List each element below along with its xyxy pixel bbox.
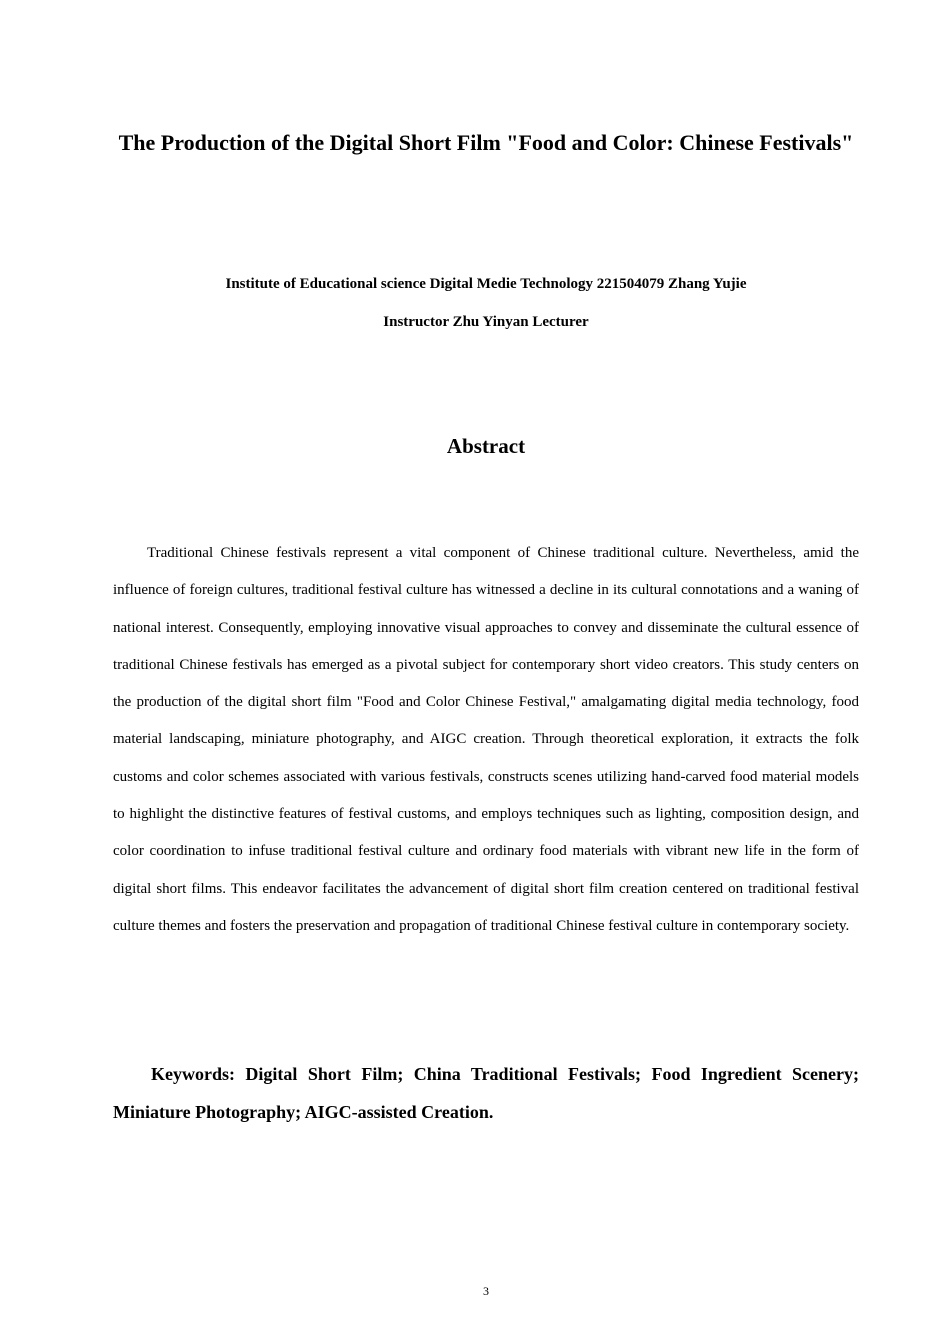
abstract-body: Traditional Chinese festivals represent a vital component of Chinese traditional culture. Nevertheless, amid the influence of foreign cultures, traditional festival culture has witnessed a decline in its cultural connotations and a waning of national interest. Consequently, employing innovative visual approaches to convey and disseminate the cultural essence of traditional Chinese festivals has emerged as a pivotal subject for contemporary short video creators. This study centers on the production of the digital short film "Food and Color Chinese Festival," amalgamating digital media technology, food material landscaping, miniature photography, and AIGC creation. Through theoretical exploration, it extracts the folk customs and color schemes associated with various festivals, constructs scenes utilizing hand-carved food material models to highlight the distinctive features of festival customs, and employs techniques such as lighting, composition design, and color coordination to infuse traditional festival culture and ordinary food materials with vibrant new life in the form of digital short films. This endeavor facilitates the advancement of digital short film creation centered on traditional festival culture themes and fosters the preservation and propagation of traditional Chinese festival culture in contemporary society.: [113, 545, 859, 934]
abstract-heading: Abstract: [446, 434, 526, 458]
instructor-line: Instructor Zhu Yinyan Lecturer: [383, 314, 589, 330]
paper-title: The Production of the Digital Short Film "Food and Color: Chinese Festivals": [118, 130, 854, 155]
keywords: Keywords: Digital Short Film; China Traditional Festivals; Food Ingredient Scenery; Miniature Photography; AIGC-assisted Creation.: [113, 1064, 859, 1122]
page-number: 3: [483, 1284, 489, 1298]
author-line: Institute of Educational science Digital Medie Technology 221504079 Zhang Yujie: [225, 276, 747, 292]
